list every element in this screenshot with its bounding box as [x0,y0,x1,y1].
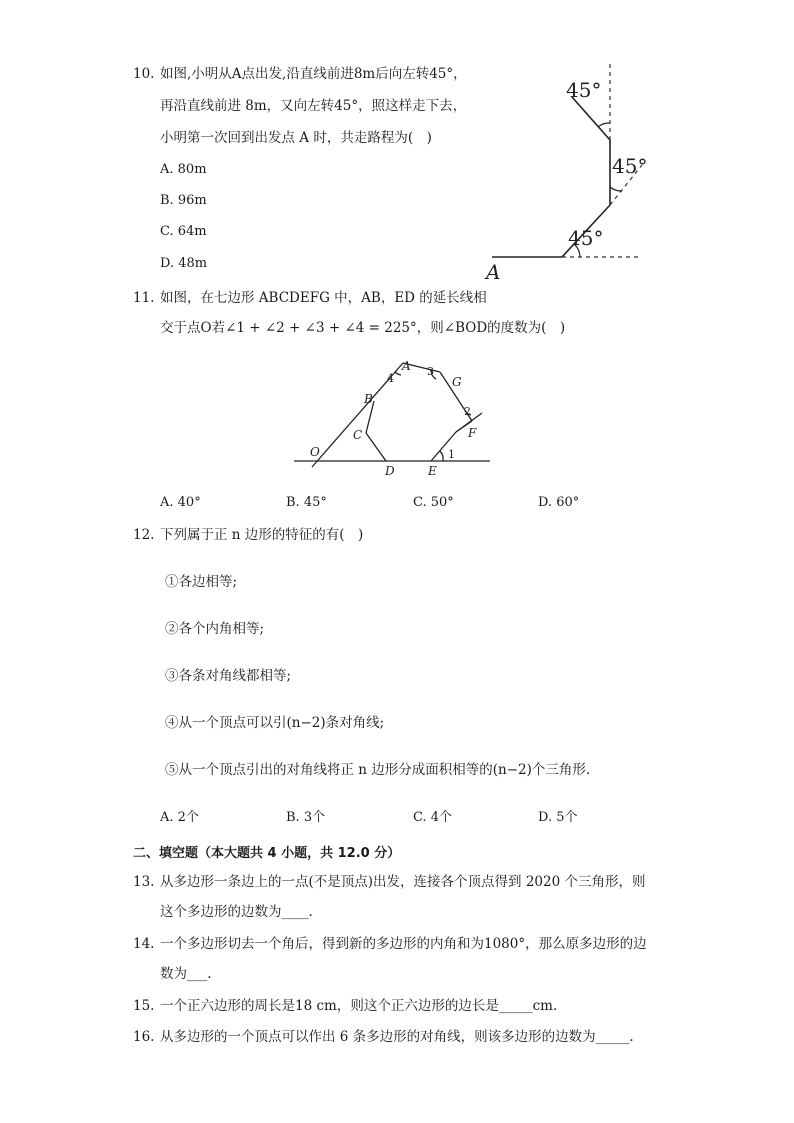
option-d[interactable]: D. 60° [538,495,580,510]
option-b[interactable]: B. 96m [160,193,207,208]
angle-label: 45° [568,226,604,250]
option-b[interactable]: B. 3个 [286,810,326,825]
heptagon-figure [290,355,495,480]
question-number: 13. [133,874,155,890]
angle-label-2: 2 [464,405,471,418]
vertex-label-d: D [385,464,395,478]
vertex-label-c: C [353,428,363,442]
section-title: 二、填空题（本大题共 4 小题，共 12.0 分） [133,846,401,861]
option-a[interactable]: A. 40° [160,495,201,510]
option-c[interactable]: C. 4个 [413,810,453,825]
option-a[interactable]: A. 2个 [160,810,199,825]
option-c[interactable]: C. 64m [160,224,207,239]
question-text: 如图,小明从A点出发,沿直线前进8m后向左转45°， [160,66,467,82]
question-number: 15. [133,998,155,1014]
question-number: 14. [133,936,155,952]
question-text: 下列属于正 n 边形的特征的有( ) [160,527,364,543]
statement-item: ⑤从一个顶点引出的对角线将正 n 边形分成面积相等的(n−2)个三角形. [165,762,591,778]
vertex-label-o: O [310,445,320,459]
question-number: 11. [133,290,155,306]
angle-label-4: 4 [387,372,394,385]
angle-label: 45° [612,154,648,178]
option-d[interactable]: D. 5个 [538,810,578,825]
angle-label-1: 1 [448,448,455,461]
statement-item: ③各条对角线都相等; [165,668,292,684]
question-text: 如图，在七边形 ABCDEFG 中，AB，ED 的延长线相 [160,290,487,306]
question-text: 再沿直线前进 8m，又向左转45°，照这样走下去， [160,98,467,114]
question-text: 从多边形一条边上的一点(不是顶点)出发，连接各个顶点得到 2020 个三角形，则 [160,874,646,890]
vertex-label-e: E [428,464,437,478]
question-text: 从多边形的一个顶点可以作出 6 条多边形的对角线，则该多边形的边数为_____. [160,1029,634,1045]
question-number: 10. [133,66,155,82]
angle-label: 45° [566,78,602,102]
option-d[interactable]: D. 48m [160,256,208,271]
option-b[interactable]: B. 45° [286,495,327,510]
statement-item: ②各个内角相等; [165,621,265,637]
statement-item: ④从一个顶点可以引(n−2)条对角线; [165,715,385,731]
option-a[interactable]: A. 80m [160,162,207,177]
statement-item: ①各边相等; [165,574,238,590]
point-label-a: A [486,260,501,284]
question-number: 12. [133,527,155,543]
question-text: 一个多边形切去一个角后，得到新的多边形的内角和为1080°，那么原多边形的边 [160,936,647,952]
vertex-label-f: F [468,426,477,440]
vertex-label-b: B [364,392,373,406]
question-text: 这个多边形的边数为____. [160,904,313,920]
vertex-label-a: A [402,359,411,373]
vertex-label-g: G [452,375,462,389]
question-text: 数为___. [160,966,212,982]
walking-path-figure [480,55,650,285]
question-number: 16. [133,1029,155,1045]
question-text: 交于点O若∠1 + ∠2 + ∠3 + ∠4 = 225°，则∠BOD的度数为( ) [160,320,566,336]
option-c[interactable]: C. 50° [413,495,454,510]
question-text: 一个正六边形的周长是18 cm，则这个正六边形的边长是_____cm. [160,998,558,1014]
question-text: 小明第一次回到出发点 A 时，共走路程为( ) [160,130,432,146]
angle-label-3: 3 [427,365,434,378]
